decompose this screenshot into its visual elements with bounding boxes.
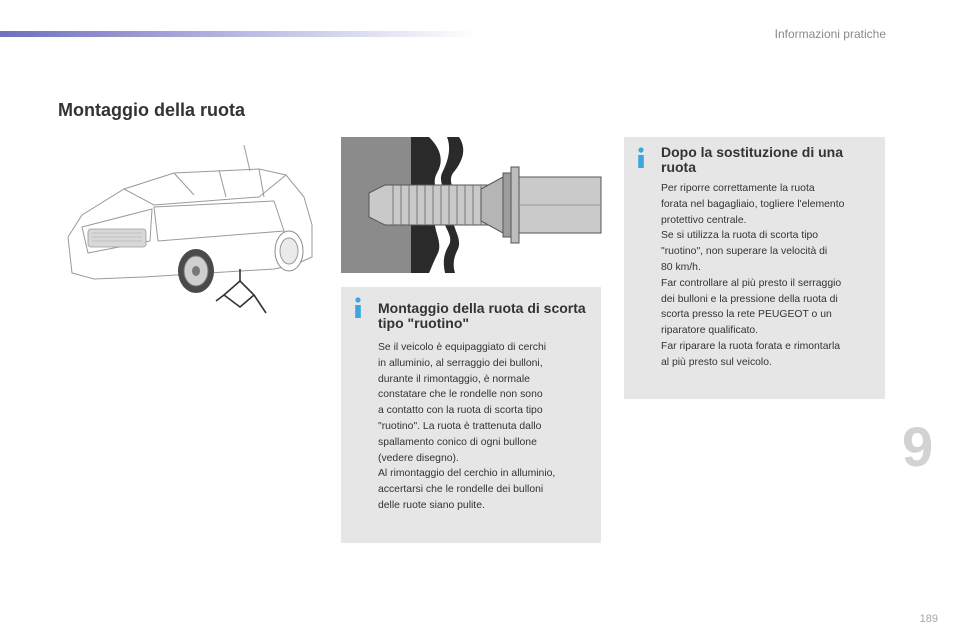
box-body: Per riporre correttamente la ruota forata nel bagagliaio, togliere l'elemento protettivo centrale. Se si utilizza la ruota di scorta tipo "ruotino", non superare la velocità di 80 km/h. Far controllare al più presto il serraggio dei bulloni e la pressione della ruota di scorta presso la rete PEUGEOT o un riparatore qualificato. Far riparare la ruota forata e rimontarla al più presto sul veicolo. (661, 183, 845, 368)
box-body: Se il veicolo è equipaggiato di cerchi in alluminio, al serraggio dei bulloni, durante il rimontaggio, è normale constatare che le rondelle non sono a contatto con la ruota di scorta tipo "ruotino". La ruota è trattenuta dallo spallamento conico di ogni bullone (vedere disegno). Al rimontaggio del cerchio in alluminio, accertarsi che le rondelle dei bulloni delle ruote siano pulite. (378, 342, 556, 511)
page-number: 189 (919, 613, 938, 625)
info-icon (351, 297, 365, 319)
page-title: Montaggio della ruota (58, 100, 245, 120)
info-icon (634, 147, 648, 169)
section-label: Informazioni pratiche (774, 27, 886, 41)
box-title: Dopo la sostituzione di una ruota (661, 144, 843, 175)
wheel-bolt-diagram (341, 137, 603, 273)
car-on-jack-illustration (54, 145, 324, 315)
box-title: Montaggio della ruota di scorta tipo "ruotino" (378, 300, 586, 331)
info-box-after-replacement (624, 137, 885, 399)
info-box-spare-wheel (341, 287, 601, 543)
chapter-number: 9 (902, 415, 934, 478)
header-accent-bar (0, 31, 480, 37)
